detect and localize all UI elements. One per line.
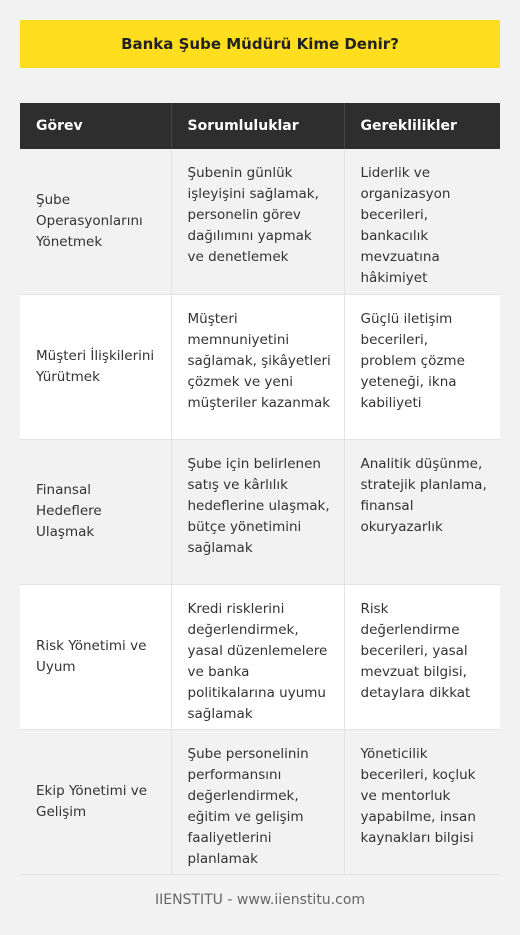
table-row — [20, 149, 500, 294]
table-row — [20, 294, 500, 439]
cell-requirement: Yöneticilik becerileri, koçluk ve mentorluk yapabilme, insan kaynakları bilgisi — [344, 729, 500, 874]
cell-responsibility: Müşteri memnuniyetini sağlamak, şikâyetleri çözmek ve yeni müşteriler kazanmak — [171, 294, 344, 439]
header-requirement: Gereklilikler — [344, 103, 500, 149]
cell-task: Şube Operasyonlarını Yönetmek — [20, 149, 171, 294]
footer-credit: IIENSTITU - www.iienstitu.com — [154, 892, 366, 908]
cell-requirement: Güçlü iletişim becerileri, problem çözme yeteneği, ikna kabiliyeti — [344, 294, 500, 439]
cell-requirement: Liderlik ve organizasyon becerileri, bankacılık mevzuatına hâkimiyet — [344, 149, 500, 294]
cell-responsibility: Şube için belirlenen satış ve kârlılık hedeflerine ulaşmak, bütçe yönetimini sağlamak — [171, 439, 344, 584]
table-row — [20, 584, 500, 729]
cell-task: Finansal Hedeflere Ulaşmak — [20, 439, 171, 584]
cell-responsibility: Kredi risklerini değerlendirmek, yasal düzenlemelere ve banka politikalarına uyumu sağlamak — [171, 584, 344, 729]
cell-requirement: Analitik düşünme, stratejik planlama, finansal okuryazarlık — [344, 439, 500, 584]
table-row — [20, 439, 500, 584]
header-task: Görev — [20, 103, 171, 149]
cell-task: Müşteri İlişkilerini Yürütmek — [20, 294, 171, 439]
cell-task: Risk Yönetimi ve Uyum — [20, 584, 171, 729]
title-banner — [20, 20, 500, 68]
cell-task: Ekip Yönetimi ve Gelişim — [20, 729, 171, 874]
cell-requirement: Risk değerlendirme becerileri, yasal mevzuat bilgisi, detaylara dikkat — [344, 584, 500, 729]
table-header-row — [20, 103, 500, 149]
cell-responsibility: Şubenin günlük işleyişini sağlamak, personelin görev dağılımını yapmak ve denetlemek — [171, 149, 344, 294]
header-responsibility: Sorumluluklar — [171, 103, 344, 149]
cell-responsibility: Şube personelinin performansını değerlendirmek, eğitim ve gelişim faaliyetlerini planlamak — [171, 729, 344, 874]
info-table — [20, 103, 500, 875]
table-row — [20, 729, 500, 874]
page-title: Banka Şube Müdürü Kime Denir? — [121, 35, 399, 53]
